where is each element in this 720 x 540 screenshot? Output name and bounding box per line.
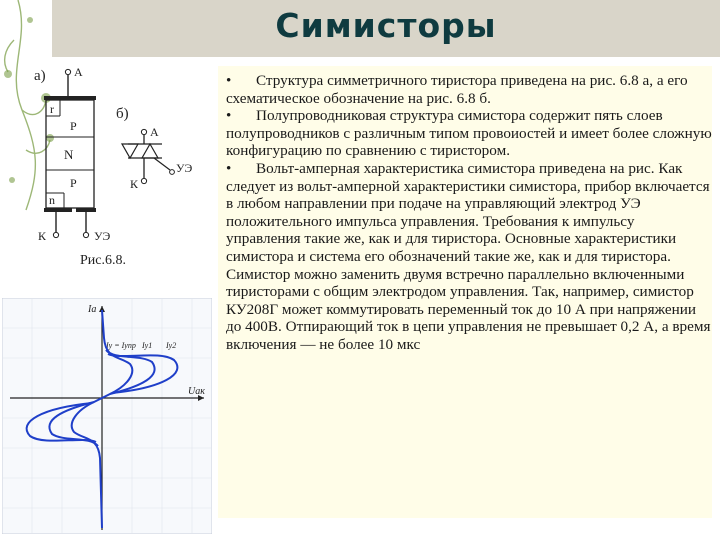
cathode-label: К (38, 229, 47, 243)
symbol-gate-dot (170, 170, 175, 175)
bullet-text: Вольт-амперная характеристика симистора приведена на рис. Как следует из вольт-амперной характеристики симистора, прибор включается в любом направлении при подаче на управляющий электрод УЭ положительного импульса управления. Требования к импульсу управления такие же, как и для тиристора. Основные характеристики симистора и система его обозначений такие же, как и для тиристора. Симистор можно заменить двумя встречно параллельно включенными тиристорами с общим электродом управления. Так, например, симистор КУ208Г может коммутировать переменный ток до 10 А при напряжении до 400В. Отпирающий ток в цепи управления не превышает 0,2 А, а время включения — не более 10 мкс (226, 159, 711, 353)
triac-diode-down (122, 144, 138, 158)
layer-n2-label: n (49, 193, 55, 207)
anode-terminal-dot (65, 69, 70, 74)
symbol-gate-label: УЭ (176, 161, 193, 175)
bullet-list (226, 72, 712, 354)
cathode-terminal-dot (53, 232, 58, 237)
figure-a-label: а) (34, 68, 46, 84)
bullet-item (226, 107, 712, 160)
x-axis-label: Uак (188, 386, 205, 397)
figure-caption: Рис.6.8. (80, 253, 126, 268)
gate-electrode (76, 208, 96, 212)
curve-label-iupr: Iу = Iупр (106, 341, 136, 350)
gate-label: УЭ (94, 229, 111, 243)
layer-r-label: r (50, 102, 54, 116)
y-axis-label: Iа (88, 304, 97, 315)
layer-p1-label: P (70, 119, 77, 133)
bullet-marker: • (226, 72, 232, 89)
triac-diode-up (142, 144, 158, 158)
symbol-gate-lead (154, 158, 170, 170)
bullet-text: Полупроводниковая структура симистора содержит пять слоев полупроводников с различным типом провоиостей и имеет более сложную конфигурацию по сравнению с тиристором. (226, 107, 712, 160)
symbol-cathode-dot (141, 178, 146, 183)
layer-n-label: N (64, 147, 74, 162)
gate-terminal-dot (83, 232, 88, 237)
symbol-anode-dot (141, 129, 146, 134)
triac-structure-figure (30, 60, 220, 275)
curve-label-iu1: Iу1 (142, 341, 153, 350)
slide-title: Симисторы (275, 6, 497, 45)
bullet-marker: • (226, 159, 232, 177)
symbol-cathode-label: К (130, 177, 139, 191)
curve-label-iu2: Iу2 (166, 341, 177, 350)
bullet-item (226, 72, 712, 107)
bullet-item (226, 160, 712, 354)
graph-frame (2, 298, 212, 534)
bullet-text: Структура симметричного тиристора приведена на рис. 6.8 а, а его схематическое обозначение на рис. 6.8 б. (226, 72, 688, 107)
volt-ampere-characteristic (2, 298, 212, 534)
bullet-marker: • (226, 107, 232, 125)
symbol-anode-label: А (150, 125, 159, 139)
anode-label: А (74, 65, 83, 79)
figure-b-label: б) (116, 106, 129, 122)
layer-p2-label: P (70, 176, 77, 190)
cathode-electrode (44, 208, 72, 212)
